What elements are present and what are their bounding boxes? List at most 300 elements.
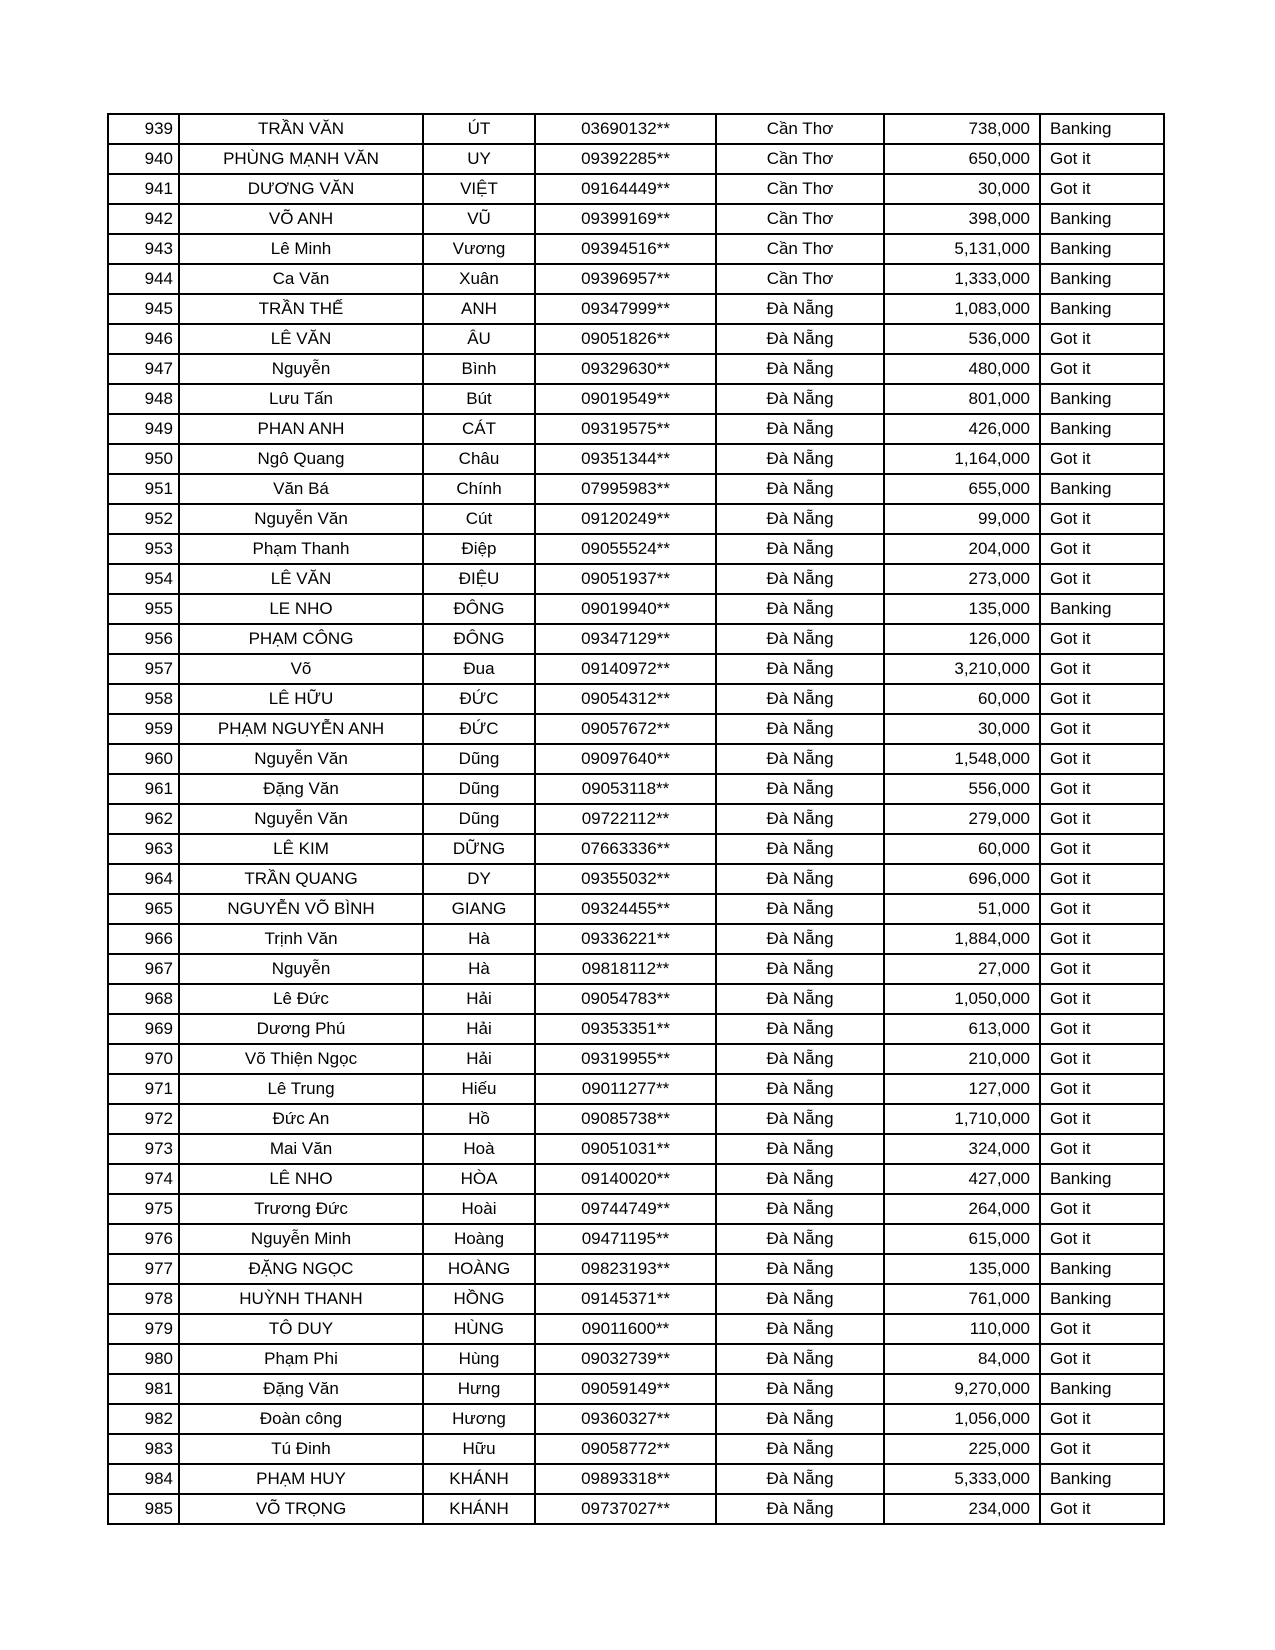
cell-row-number: 984 bbox=[108, 1464, 179, 1494]
cell-phone-masked: 09319575** bbox=[535, 414, 716, 444]
cell-first-name: Đặng Văn bbox=[179, 1374, 423, 1404]
cell-status: Got it bbox=[1040, 654, 1164, 684]
cell-first-name: DƯƠNG VĂN bbox=[179, 174, 423, 204]
cell-phone-masked: 09324455** bbox=[535, 894, 716, 924]
cell-last-name: Dũng bbox=[423, 774, 535, 804]
table-row bbox=[108, 1494, 1164, 1524]
cell-phone-masked: 09396957** bbox=[535, 264, 716, 294]
cell-phone-masked: 09051031** bbox=[535, 1134, 716, 1164]
cell-amount: 426,000 bbox=[884, 414, 1040, 444]
cell-row-number: 954 bbox=[108, 564, 179, 594]
cell-amount: 234,000 bbox=[884, 1494, 1040, 1524]
cell-status: Got it bbox=[1040, 714, 1164, 744]
cell-last-name: HÙNG bbox=[423, 1314, 535, 1344]
cell-phone-masked: 09051826** bbox=[535, 324, 716, 354]
cell-amount: 27,000 bbox=[884, 954, 1040, 984]
cell-phone-masked: 09722112** bbox=[535, 804, 716, 834]
cell-row-number: 958 bbox=[108, 684, 179, 714]
cell-phone-masked: 09053118** bbox=[535, 774, 716, 804]
cell-first-name: LÊ VĂN bbox=[179, 564, 423, 594]
cell-amount: 30,000 bbox=[884, 174, 1040, 204]
cell-row-number: 960 bbox=[108, 744, 179, 774]
cell-status: Got it bbox=[1040, 834, 1164, 864]
cell-last-name: ĐÔNG bbox=[423, 624, 535, 654]
cell-amount: 5,333,000 bbox=[884, 1464, 1040, 1494]
table-row bbox=[108, 954, 1164, 984]
cell-city: Đà Nẵng bbox=[716, 1404, 884, 1434]
cell-row-number: 978 bbox=[108, 1284, 179, 1314]
cell-first-name: PHẠM HUY bbox=[179, 1464, 423, 1494]
cell-phone-masked: 09019940** bbox=[535, 594, 716, 624]
cell-amount: 738,000 bbox=[884, 114, 1040, 144]
table-row bbox=[108, 1434, 1164, 1464]
cell-status: Banking bbox=[1040, 204, 1164, 234]
cell-row-number: 966 bbox=[108, 924, 179, 954]
cell-last-name: VŨ bbox=[423, 204, 535, 234]
cell-amount: 696,000 bbox=[884, 864, 1040, 894]
cell-city: Đà Nẵng bbox=[716, 1014, 884, 1044]
cell-amount: 204,000 bbox=[884, 534, 1040, 564]
cell-city: Đà Nẵng bbox=[716, 1434, 884, 1464]
table-row bbox=[108, 894, 1164, 924]
cell-amount: 60,000 bbox=[884, 834, 1040, 864]
cell-city: Đà Nẵng bbox=[716, 984, 884, 1014]
cell-first-name: Dương Phú bbox=[179, 1014, 423, 1044]
cell-city: Đà Nẵng bbox=[716, 1044, 884, 1074]
cell-status: Got it bbox=[1040, 1344, 1164, 1374]
cell-last-name: ĐỨC bbox=[423, 714, 535, 744]
cell-row-number: 973 bbox=[108, 1134, 179, 1164]
table-row bbox=[108, 534, 1164, 564]
cell-row-number: 940 bbox=[108, 144, 179, 174]
table-row bbox=[108, 1194, 1164, 1224]
cell-phone-masked: 09336221** bbox=[535, 924, 716, 954]
cell-phone-masked: 09818112** bbox=[535, 954, 716, 984]
cell-first-name: Trịnh Văn bbox=[179, 924, 423, 954]
cell-last-name: Hoài bbox=[423, 1194, 535, 1224]
cell-amount: 613,000 bbox=[884, 1014, 1040, 1044]
cell-status: Banking bbox=[1040, 384, 1164, 414]
table-row bbox=[108, 774, 1164, 804]
cell-amount: 3,210,000 bbox=[884, 654, 1040, 684]
cell-phone-masked: 09347999** bbox=[535, 294, 716, 324]
cell-first-name: Nguyễn Minh bbox=[179, 1224, 423, 1254]
cell-row-number: 981 bbox=[108, 1374, 179, 1404]
cell-amount: 398,000 bbox=[884, 204, 1040, 234]
cell-status: Got it bbox=[1040, 444, 1164, 474]
table-row bbox=[108, 714, 1164, 744]
cell-status: Got it bbox=[1040, 774, 1164, 804]
cell-row-number: 985 bbox=[108, 1494, 179, 1524]
cell-amount: 556,000 bbox=[884, 774, 1040, 804]
cell-last-name: Hương bbox=[423, 1404, 535, 1434]
cell-phone-masked: 09019549** bbox=[535, 384, 716, 414]
table-row bbox=[108, 1104, 1164, 1134]
cell-city: Đà Nẵng bbox=[716, 924, 884, 954]
cell-status: Got it bbox=[1040, 564, 1164, 594]
cell-row-number: 951 bbox=[108, 474, 179, 504]
cell-city: Đà Nẵng bbox=[716, 744, 884, 774]
cell-first-name: Nguyễn Văn bbox=[179, 744, 423, 774]
cell-first-name: Lê Trung bbox=[179, 1074, 423, 1104]
cell-phone-masked: 09823193** bbox=[535, 1254, 716, 1284]
cell-row-number: 947 bbox=[108, 354, 179, 384]
cell-city: Đà Nẵng bbox=[716, 894, 884, 924]
cell-phone-masked: 07995983** bbox=[535, 474, 716, 504]
cell-phone-masked: 09120249** bbox=[535, 504, 716, 534]
cell-last-name: Hùng bbox=[423, 1344, 535, 1374]
table-row bbox=[108, 354, 1164, 384]
cell-first-name: Võ bbox=[179, 654, 423, 684]
cell-first-name: Võ Thiện Ngọc bbox=[179, 1044, 423, 1074]
cell-first-name: LÊ VĂN bbox=[179, 324, 423, 354]
cell-amount: 110,000 bbox=[884, 1314, 1040, 1344]
cell-phone-masked: 09140020** bbox=[535, 1164, 716, 1194]
table-row bbox=[108, 474, 1164, 504]
cell-amount: 84,000 bbox=[884, 1344, 1040, 1374]
cell-row-number: 950 bbox=[108, 444, 179, 474]
table-row bbox=[108, 1344, 1164, 1374]
cell-amount: 1,083,000 bbox=[884, 294, 1040, 324]
cell-city: Cần Thơ bbox=[716, 204, 884, 234]
cell-row-number: 980 bbox=[108, 1344, 179, 1374]
cell-city: Đà Nẵng bbox=[716, 1254, 884, 1284]
cell-status: Got it bbox=[1040, 1014, 1164, 1044]
cell-first-name: TRẦN VĂN bbox=[179, 114, 423, 144]
table-row bbox=[108, 294, 1164, 324]
cell-row-number: 964 bbox=[108, 864, 179, 894]
cell-city: Đà Nẵng bbox=[716, 624, 884, 654]
cell-city: Cần Thơ bbox=[716, 264, 884, 294]
cell-row-number: 968 bbox=[108, 984, 179, 1014]
cell-city: Đà Nẵng bbox=[716, 864, 884, 894]
cell-first-name: PHẠM CÔNG bbox=[179, 624, 423, 654]
cell-row-number: 972 bbox=[108, 1104, 179, 1134]
cell-first-name: LÊ NHO bbox=[179, 1164, 423, 1194]
cell-row-number: 961 bbox=[108, 774, 179, 804]
cell-first-name: Lê Đức bbox=[179, 984, 423, 1014]
cell-first-name: PHÙNG MẠNH VĂN bbox=[179, 144, 423, 174]
table-row bbox=[108, 564, 1164, 594]
table-row bbox=[108, 1014, 1164, 1044]
table-row bbox=[108, 1284, 1164, 1314]
cell-amount: 30,000 bbox=[884, 714, 1040, 744]
table-row bbox=[108, 594, 1164, 624]
table-row bbox=[108, 234, 1164, 264]
cell-first-name: VÕ ANH bbox=[179, 204, 423, 234]
cell-row-number: 974 bbox=[108, 1164, 179, 1194]
cell-status: Banking bbox=[1040, 1464, 1164, 1494]
cell-status: Got it bbox=[1040, 354, 1164, 384]
cell-row-number: 957 bbox=[108, 654, 179, 684]
table-row bbox=[108, 1254, 1164, 1284]
cell-city: Đà Nẵng bbox=[716, 1374, 884, 1404]
cell-amount: 135,000 bbox=[884, 1254, 1040, 1284]
cell-last-name: Hà bbox=[423, 954, 535, 984]
cell-status: Got it bbox=[1040, 624, 1164, 654]
cell-city: Đà Nẵng bbox=[716, 654, 884, 684]
cell-status: Banking bbox=[1040, 234, 1164, 264]
cell-last-name: Châu bbox=[423, 444, 535, 474]
cell-row-number: 953 bbox=[108, 534, 179, 564]
cell-city: Đà Nẵng bbox=[716, 1074, 884, 1104]
cell-first-name: Tú Đinh bbox=[179, 1434, 423, 1464]
table-row bbox=[108, 264, 1164, 294]
cell-first-name: Phạm Thanh bbox=[179, 534, 423, 564]
table-row bbox=[108, 174, 1164, 204]
cell-first-name: Lưu Tấn bbox=[179, 384, 423, 414]
cell-phone-masked: 09471195** bbox=[535, 1224, 716, 1254]
cell-row-number: 976 bbox=[108, 1224, 179, 1254]
cell-first-name: Văn Bá bbox=[179, 474, 423, 504]
cell-status: Got it bbox=[1040, 864, 1164, 894]
cell-phone-masked: 09355032** bbox=[535, 864, 716, 894]
cell-last-name: Hà bbox=[423, 924, 535, 954]
cell-row-number: 982 bbox=[108, 1404, 179, 1434]
table-row bbox=[108, 324, 1164, 354]
table-row bbox=[108, 654, 1164, 684]
cell-first-name: Nguyễn bbox=[179, 354, 423, 384]
cell-status: Got it bbox=[1040, 804, 1164, 834]
cell-first-name: Đặng Văn bbox=[179, 774, 423, 804]
table-row bbox=[108, 1224, 1164, 1254]
cell-status: Got it bbox=[1040, 1314, 1164, 1344]
cell-first-name: LÊ KIM bbox=[179, 834, 423, 864]
cell-status: Got it bbox=[1040, 504, 1164, 534]
cell-phone-masked: 09059149** bbox=[535, 1374, 716, 1404]
cell-first-name: TRẦN QUANG bbox=[179, 864, 423, 894]
cell-amount: 1,710,000 bbox=[884, 1104, 1040, 1134]
cell-amount: 324,000 bbox=[884, 1134, 1040, 1164]
cell-status: Got it bbox=[1040, 744, 1164, 774]
cell-phone-masked: 09057672** bbox=[535, 714, 716, 744]
cell-first-name: Đức An bbox=[179, 1104, 423, 1134]
cell-amount: 60,000 bbox=[884, 684, 1040, 714]
cell-row-number: 959 bbox=[108, 714, 179, 744]
cell-last-name: GIANG bbox=[423, 894, 535, 924]
cell-phone-masked: 09737027** bbox=[535, 1494, 716, 1524]
cell-last-name: Cút bbox=[423, 504, 535, 534]
cell-phone-masked: 09054312** bbox=[535, 684, 716, 714]
cell-last-name: Hải bbox=[423, 1014, 535, 1044]
cell-first-name: Nguyễn Văn bbox=[179, 804, 423, 834]
cell-phone-masked: 09054783** bbox=[535, 984, 716, 1014]
cell-last-name: Đua bbox=[423, 654, 535, 684]
cell-amount: 225,000 bbox=[884, 1434, 1040, 1464]
table-row bbox=[108, 924, 1164, 954]
cell-city: Đà Nẵng bbox=[716, 294, 884, 324]
cell-row-number: 975 bbox=[108, 1194, 179, 1224]
cell-phone-masked: 09058772** bbox=[535, 1434, 716, 1464]
cell-status: Got it bbox=[1040, 1104, 1164, 1134]
cell-phone-masked: 09011277** bbox=[535, 1074, 716, 1104]
cell-last-name: ĐỨC bbox=[423, 684, 535, 714]
cell-last-name: KHÁNH bbox=[423, 1464, 535, 1494]
table-row bbox=[108, 804, 1164, 834]
cell-city: Đà Nẵng bbox=[716, 384, 884, 414]
cell-amount: 655,000 bbox=[884, 474, 1040, 504]
cell-first-name: Nguyễn Văn bbox=[179, 504, 423, 534]
cell-phone-masked: 09051937** bbox=[535, 564, 716, 594]
cell-row-number: 952 bbox=[108, 504, 179, 534]
cell-city: Đà Nẵng bbox=[716, 774, 884, 804]
cell-status: Got it bbox=[1040, 1134, 1164, 1164]
cell-status: Got it bbox=[1040, 954, 1164, 984]
cell-amount: 801,000 bbox=[884, 384, 1040, 414]
cell-first-name: Ca Văn bbox=[179, 264, 423, 294]
cell-amount: 650,000 bbox=[884, 144, 1040, 174]
table-row bbox=[108, 1074, 1164, 1104]
cell-phone-masked: 09011600** bbox=[535, 1314, 716, 1344]
cell-last-name: Bình bbox=[423, 354, 535, 384]
cell-last-name: Dũng bbox=[423, 744, 535, 774]
cell-last-name: Vương bbox=[423, 234, 535, 264]
table-row bbox=[108, 384, 1164, 414]
cell-row-number: 944 bbox=[108, 264, 179, 294]
cell-first-name: VÕ TRỌNG bbox=[179, 1494, 423, 1524]
cell-status: Got it bbox=[1040, 924, 1164, 954]
cell-first-name: LE NHO bbox=[179, 594, 423, 624]
cell-amount: 273,000 bbox=[884, 564, 1040, 594]
cell-status: Got it bbox=[1040, 1224, 1164, 1254]
cell-phone-masked: 09055524** bbox=[535, 534, 716, 564]
cell-amount: 126,000 bbox=[884, 624, 1040, 654]
cell-city: Đà Nẵng bbox=[716, 594, 884, 624]
table-row bbox=[108, 1164, 1164, 1194]
cell-last-name: ÚT bbox=[423, 114, 535, 144]
cell-city: Đà Nẵng bbox=[716, 354, 884, 384]
table-row bbox=[108, 114, 1164, 144]
cell-first-name: ĐẶNG NGỌC bbox=[179, 1254, 423, 1284]
cell-status: Got it bbox=[1040, 1044, 1164, 1074]
cell-first-name: Đoàn công bbox=[179, 1404, 423, 1434]
cell-city: Đà Nẵng bbox=[716, 1164, 884, 1194]
table-row bbox=[108, 684, 1164, 714]
table-row bbox=[108, 744, 1164, 774]
table-row bbox=[108, 984, 1164, 1014]
cell-amount: 279,000 bbox=[884, 804, 1040, 834]
cell-first-name: NGUYỄN VÕ BÌNH bbox=[179, 894, 423, 924]
cell-last-name: ANH bbox=[423, 294, 535, 324]
cell-phone-masked: 09145371** bbox=[535, 1284, 716, 1314]
cell-city: Đà Nẵng bbox=[716, 714, 884, 744]
cell-phone-masked: 09329630** bbox=[535, 354, 716, 384]
cell-phone-masked: 09353351** bbox=[535, 1014, 716, 1044]
cell-status: Banking bbox=[1040, 594, 1164, 624]
table-row bbox=[108, 144, 1164, 174]
cell-first-name: Phạm Phi bbox=[179, 1344, 423, 1374]
cell-amount: 536,000 bbox=[884, 324, 1040, 354]
cell-phone-masked: 09032739** bbox=[535, 1344, 716, 1374]
table-row bbox=[108, 1374, 1164, 1404]
cell-status: Banking bbox=[1040, 1284, 1164, 1314]
cell-city: Cần Thơ bbox=[716, 174, 884, 204]
cell-phone-masked: 07663336** bbox=[535, 834, 716, 864]
cell-city: Đà Nẵng bbox=[716, 804, 884, 834]
cell-amount: 99,000 bbox=[884, 504, 1040, 534]
cell-first-name: PHAN ANH bbox=[179, 414, 423, 444]
cell-last-name: Chính bbox=[423, 474, 535, 504]
cell-phone-masked: 09394516** bbox=[535, 234, 716, 264]
cell-amount: 1,548,000 bbox=[884, 744, 1040, 774]
cell-status: Got it bbox=[1040, 684, 1164, 714]
cell-last-name: Hoàng bbox=[423, 1224, 535, 1254]
cell-status: Got it bbox=[1040, 324, 1164, 354]
cell-city: Đà Nẵng bbox=[716, 1194, 884, 1224]
cell-last-name: Hiếu bbox=[423, 1074, 535, 1104]
cell-status: Got it bbox=[1040, 174, 1164, 204]
cell-first-name: Trương Đức bbox=[179, 1194, 423, 1224]
cell-city: Đà Nẵng bbox=[716, 954, 884, 984]
cell-city: Đà Nẵng bbox=[716, 834, 884, 864]
cell-status: Banking bbox=[1040, 474, 1164, 504]
cell-first-name: Lê Minh bbox=[179, 234, 423, 264]
cell-city: Đà Nẵng bbox=[716, 1494, 884, 1524]
cell-last-name: Hải bbox=[423, 984, 535, 1014]
cell-last-name: CÁT bbox=[423, 414, 535, 444]
cell-last-name: ĐIỆU bbox=[423, 564, 535, 594]
cell-city: Đà Nẵng bbox=[716, 1314, 884, 1344]
cell-row-number: 945 bbox=[108, 294, 179, 324]
table-row bbox=[108, 444, 1164, 474]
cell-status: Got it bbox=[1040, 144, 1164, 174]
cell-first-name: TÔ DUY bbox=[179, 1314, 423, 1344]
cell-last-name: HÒA bbox=[423, 1164, 535, 1194]
cell-amount: 480,000 bbox=[884, 354, 1040, 384]
cell-amount: 1,884,000 bbox=[884, 924, 1040, 954]
cell-first-name: HUỲNH THANH bbox=[179, 1284, 423, 1314]
cell-city: Cần Thơ bbox=[716, 114, 884, 144]
cell-city: Đà Nẵng bbox=[716, 324, 884, 354]
cell-status: Got it bbox=[1040, 534, 1164, 564]
cell-status: Got it bbox=[1040, 1434, 1164, 1464]
cell-row-number: 977 bbox=[108, 1254, 179, 1284]
cell-city: Đà Nẵng bbox=[716, 564, 884, 594]
cell-city: Đà Nẵng bbox=[716, 1104, 884, 1134]
cell-row-number: 979 bbox=[108, 1314, 179, 1344]
cell-last-name: Hưng bbox=[423, 1374, 535, 1404]
cell-status: Banking bbox=[1040, 294, 1164, 324]
cell-last-name: UY bbox=[423, 144, 535, 174]
table-row bbox=[108, 1404, 1164, 1434]
cell-last-name: Hải bbox=[423, 1044, 535, 1074]
cell-status: Banking bbox=[1040, 1374, 1164, 1404]
cell-amount: 1,164,000 bbox=[884, 444, 1040, 474]
cell-phone-masked: 03690132** bbox=[535, 114, 716, 144]
cell-row-number: 965 bbox=[108, 894, 179, 924]
table-row bbox=[108, 1134, 1164, 1164]
cell-amount: 51,000 bbox=[884, 894, 1040, 924]
cell-city: Đà Nẵng bbox=[716, 504, 884, 534]
cell-phone-masked: 09085738** bbox=[535, 1104, 716, 1134]
cell-city: Đà Nẵng bbox=[716, 1224, 884, 1254]
cell-row-number: 942 bbox=[108, 204, 179, 234]
table-row bbox=[108, 204, 1164, 234]
cell-first-name: Ngô Quang bbox=[179, 444, 423, 474]
cell-row-number: 956 bbox=[108, 624, 179, 654]
cell-amount: 210,000 bbox=[884, 1044, 1040, 1074]
cell-row-number: 946 bbox=[108, 324, 179, 354]
cell-row-number: 963 bbox=[108, 834, 179, 864]
cell-status: Got it bbox=[1040, 984, 1164, 1014]
cell-phone-masked: 09097640** bbox=[535, 744, 716, 774]
cell-city: Đà Nẵng bbox=[716, 414, 884, 444]
cell-last-name: ÂU bbox=[423, 324, 535, 354]
cell-status: Banking bbox=[1040, 1254, 1164, 1284]
cell-phone-masked: 09140972** bbox=[535, 654, 716, 684]
cell-last-name: DỮNG bbox=[423, 834, 535, 864]
cell-phone-masked: 09319955** bbox=[535, 1044, 716, 1074]
